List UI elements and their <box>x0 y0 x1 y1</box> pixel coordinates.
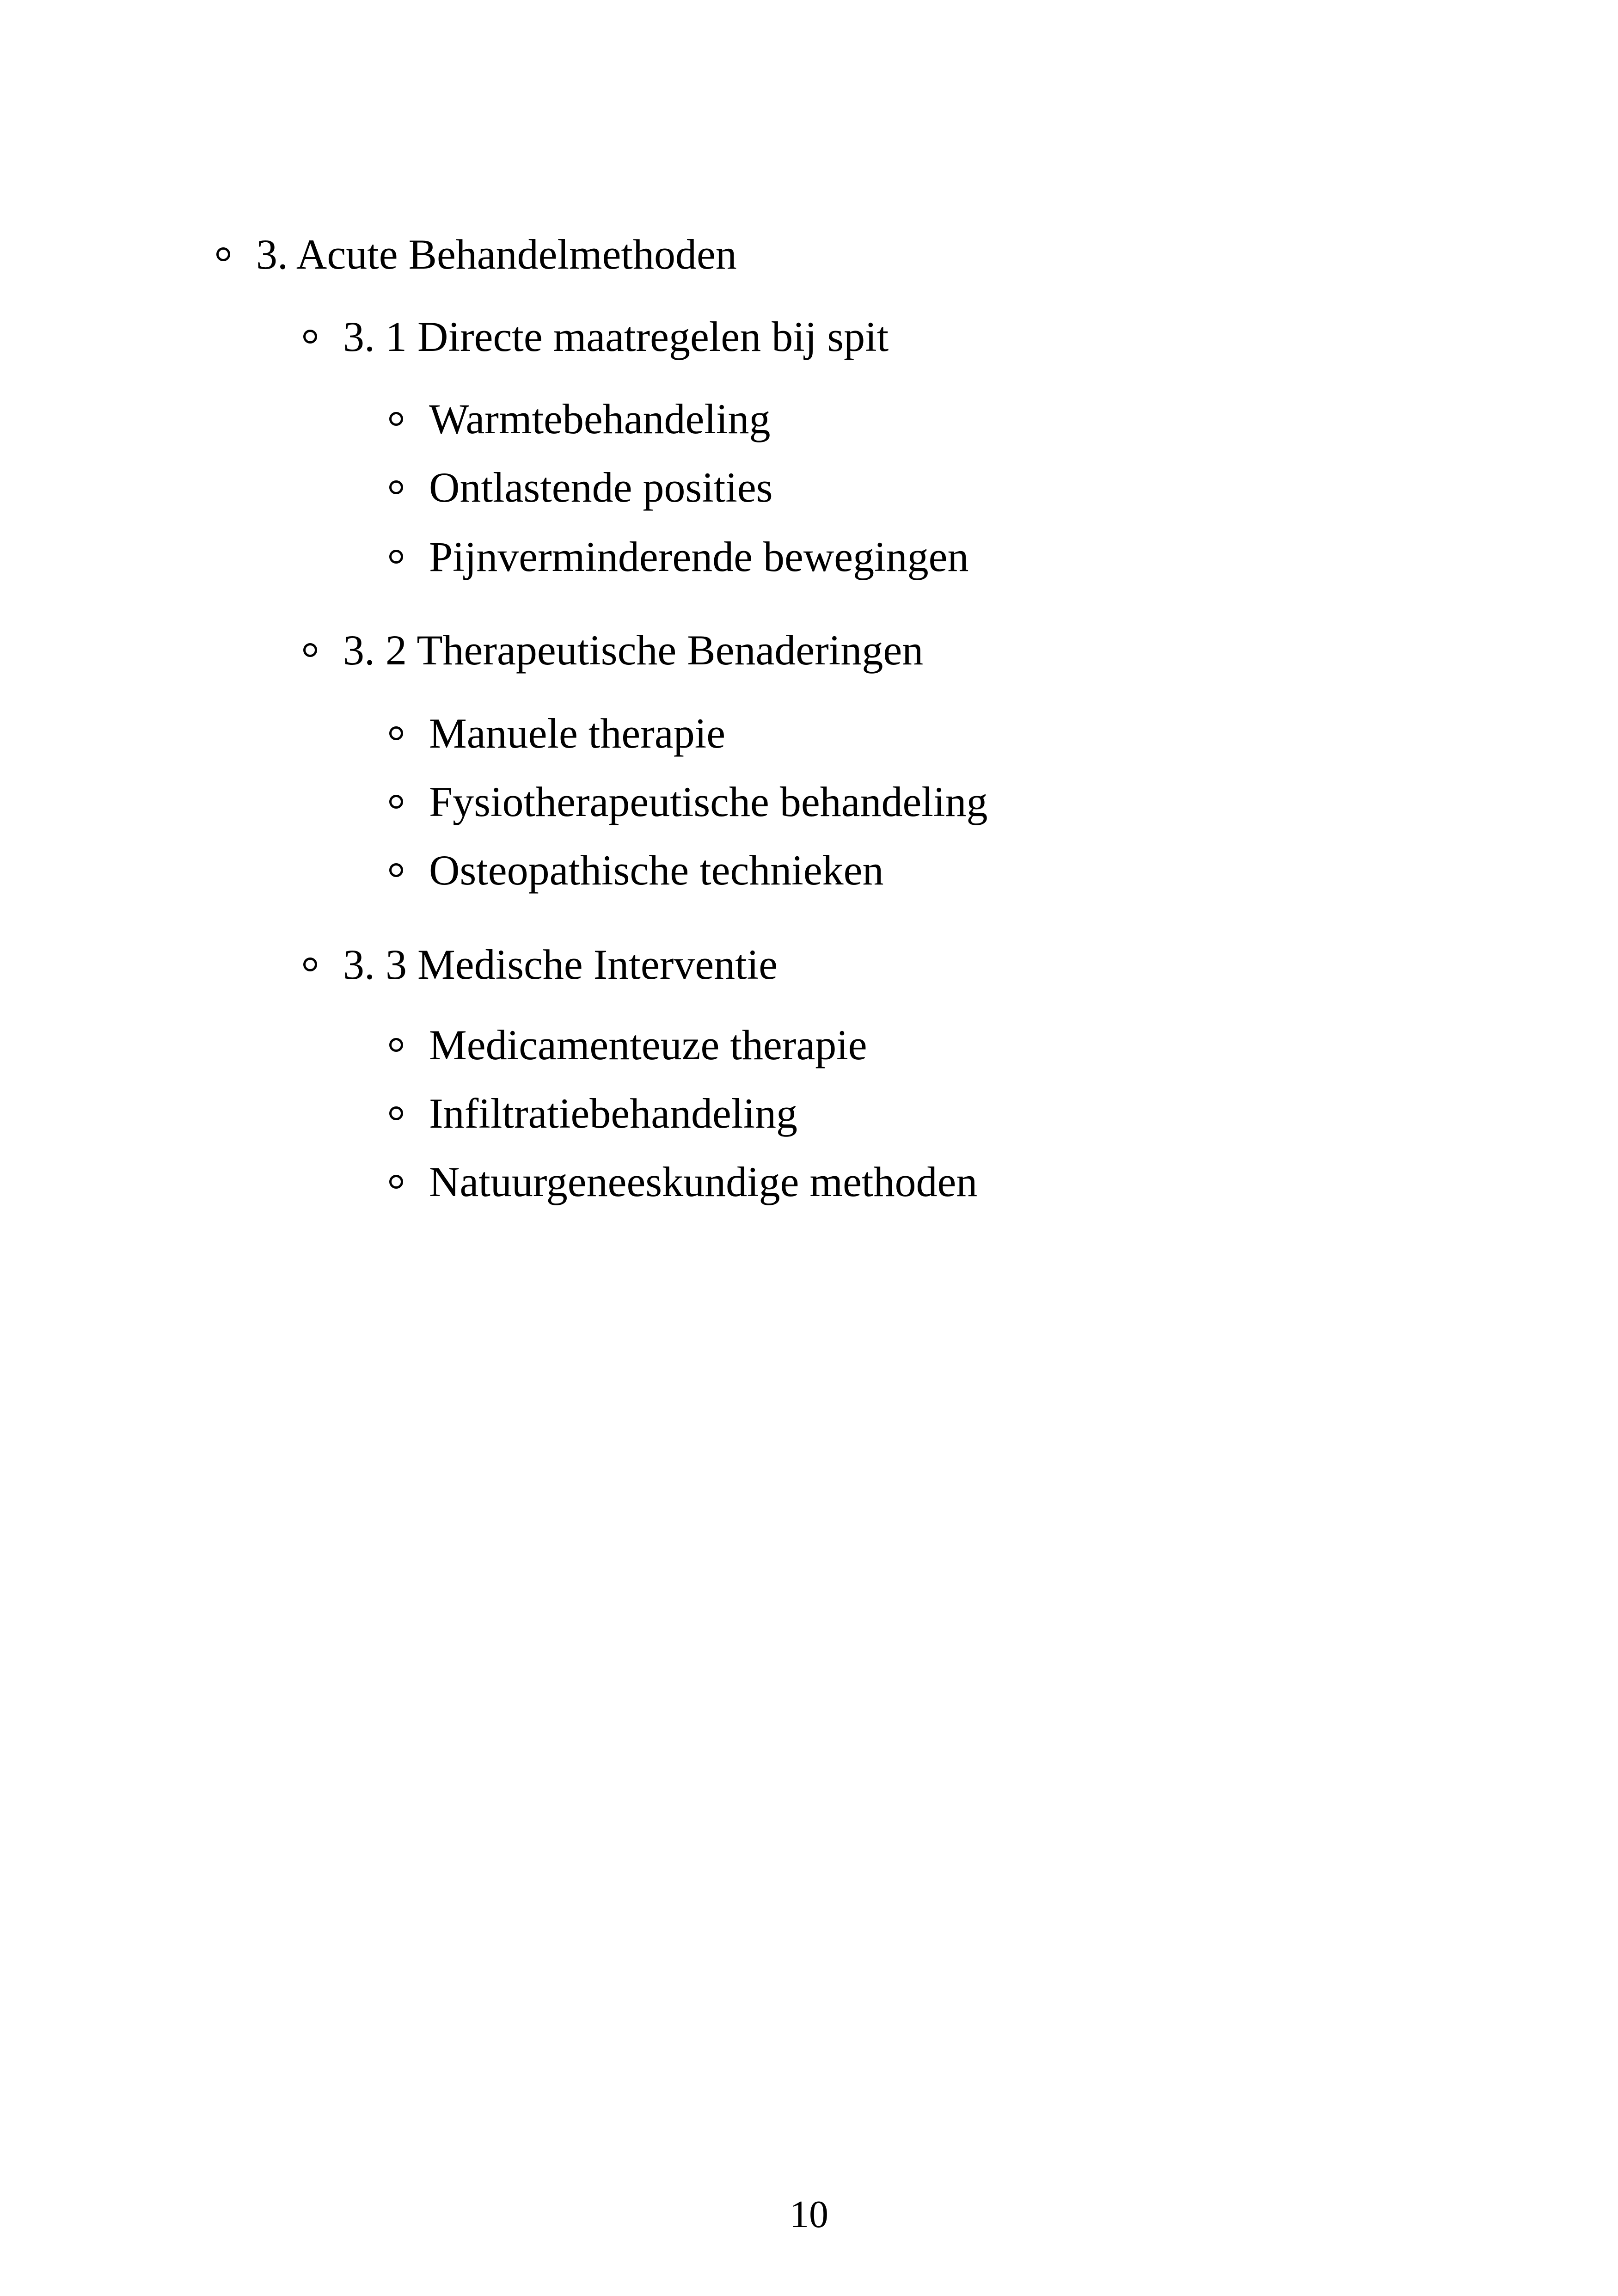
list-item-label: Medicamenteuze therapie <box>429 1021 867 1068</box>
circle-bullet-icon <box>216 247 230 261</box>
circle-bullet-icon <box>389 1175 403 1189</box>
subsection-heading: 3. 3 Medische Interventie <box>343 941 778 988</box>
list-item-label: Infiltratiebehandeling <box>429 1090 798 1137</box>
list-item-label: Ontlastende posities <box>429 464 773 511</box>
circle-bullet-icon <box>389 1038 403 1052</box>
list-item-label: Natuurgeneeskundige methoden <box>429 1158 978 1205</box>
circle-bullet-icon <box>389 412 403 426</box>
circle-bullet-icon <box>389 795 403 809</box>
circle-bullet-icon <box>303 958 317 971</box>
list-item-label: Fysiotherapeutische behandeling <box>429 778 988 825</box>
section-heading: 3. Acute Behandelmethoden <box>256 231 737 278</box>
circle-bullet-icon <box>303 643 317 657</box>
circle-bullet-icon <box>389 726 403 740</box>
list-item-label: Pijnverminderende bewegingen <box>429 533 969 580</box>
circle-bullet-icon <box>389 1106 403 1120</box>
subsection-heading: 3. 1 Directe maatregelen bij spit <box>343 313 889 360</box>
circle-bullet-icon <box>303 330 317 344</box>
circle-bullet-icon <box>389 480 403 494</box>
subsection-heading: 3. 2 Therapeutische Benaderingen <box>343 626 924 674</box>
page-number: 10 <box>790 2193 828 2236</box>
circle-bullet-icon <box>389 550 403 564</box>
list-item-label: Manuele therapie <box>429 710 726 757</box>
list-item-label: Osteopathische technieken <box>429 847 884 894</box>
list-item-label: Warmtebehandeling <box>429 395 771 442</box>
circle-bullet-icon <box>389 863 403 877</box>
